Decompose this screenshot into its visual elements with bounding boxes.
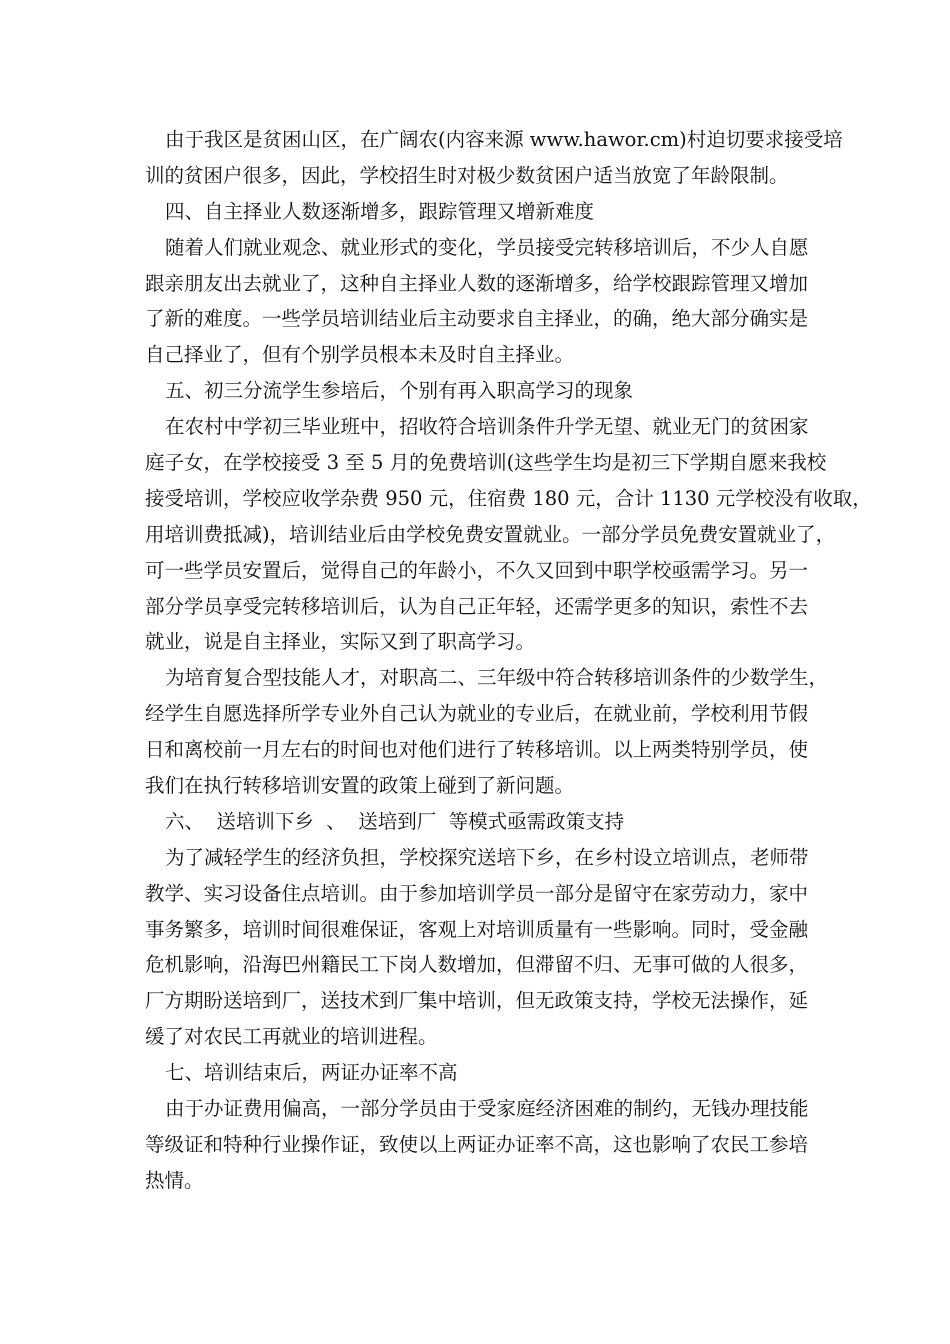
paragraph-line: 可一些学员安置后，觉得自己的年龄小，不久又回到中职学校亟需学习。另一 [145,558,809,582]
paragraph-line: 厂方期盼送培到厂，送技术到厂集中培训，但无政策支持，学校无法操作，延 [145,989,809,1013]
paragraph-line: 我们在执行转移培训安置的政策上碰到了新问题。 [145,774,575,798]
paragraph-line: 日和离校前一月左右的时间也对他们进行了转移培训。以上两类特别学员，使 [145,738,809,762]
paragraph-line: 训的贫困户很多，因此，学校招生时对极少数贫困户适当放宽了年龄限制。 [145,163,789,187]
paragraph-line: 随着人们就业观念、就业形式的变化，学员接受完转移培训后，不少人自愿 [165,235,809,259]
paragraph-line: 经学生自愿选择所学专业外自己认为就业的专业后，在就业前，学校利用节假 [145,702,809,726]
paragraph-line: 等级证和特种行业操作证，致使以上两证办证率不高，这也影响了农民工参培 [145,1132,809,1156]
paragraph-line: 事务繁多，培训时间很难保证，客观上对培训质量有一些影响。同时，受金融 [145,917,809,941]
paragraph-line: 自己择业了，但有个别学员根本未及时自主择业。 [145,343,575,367]
paragraph-line: 就业，说是自主择业，实际又到了职高学习。 [145,630,536,654]
paragraph-line: 由于我区是贫困山区，在广阔农(内容来源 www.hawor.cm)村迫切要求接受培 [165,128,843,151]
paragraph-line: 缓了对农民工再就业的培训进程。 [145,1025,438,1049]
section-heading: 四、自主择业人数逐渐增多，跟踪管理又增新难度 [165,199,595,223]
paragraph-line: 接受培训，学校应收学杂费 950 元，住宿费 180 元，合计 1130 元学校没有收取， [145,486,872,510]
document-body [145,122,872,1199]
paragraph-line: 热情。 [145,1168,204,1192]
section-heading: 六、 送培训下乡 、 送培到厂 等模式亟需政策支持 [165,809,625,833]
paragraph-line: 庭子女，在学校接受 3 至 5 月的免费培训(这些学生均是初三下学期自愿来我校 [145,451,827,475]
paragraph-line: 跟亲朋友出去就业了，这种自主择业人数的逐渐增多，给学校跟踪管理又增加 [145,271,809,295]
paragraph-line: 教学、实习设备住点培训。由于参加培训学员一部分是留守在家劳动力，家中 [145,881,809,905]
section-heading: 七、培训结束后，两证办证率不高 [165,1061,458,1085]
paragraph-line: 由于办证费用偏高，一部分学员由于受家庭经济困难的制约，无钱办理技能 [165,1097,809,1121]
paragraph-line: 用培训费抵减)，培训结业后由学校免费安置就业。一部分学员免费安置就业了， [145,522,836,546]
paragraph-line: 为了减轻学生的经济负担，学校探究送培下乡，在乡村设立培训点，老师带 [165,845,809,869]
paragraph-line: 了新的难度。一些学员培训结业后主动要求自主择业，的确，绝大部分确实是 [145,307,809,331]
paragraph-line: 部分学员享受完转移培训后，认为自己正年轻，还需学更多的知识，索性不去 [145,594,809,618]
paragraph-line: 在农村中学初三毕业班中，招收符合培训条件升学无望、就业无门的贫困家 [165,415,809,439]
paragraph-line: 危机影响，沿海巴州籍民工下岗人数增加，但滞留不归、无事可做的人很多， [145,953,809,977]
paragraph-line: 为培育复合型技能人才，对职高二、三年级中符合转移培训条件的少数学生， [165,666,829,690]
section-heading: 五、初三分流学生参培后，个别有再入职高学习的现象 [165,379,634,403]
